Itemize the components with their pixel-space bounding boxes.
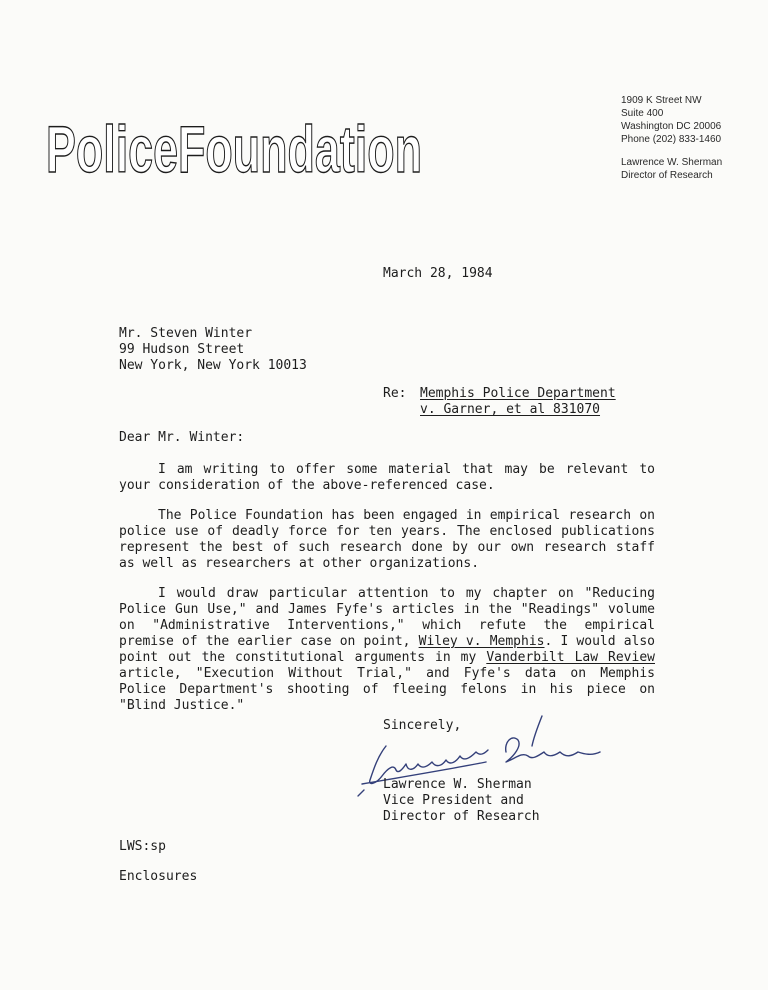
paragraph-3-text: . I would also point out the constitutional arguments in my (119, 634, 655, 665)
recipient-address (119, 326, 307, 374)
address-line: 1909 K Street NW (621, 95, 702, 106)
recipient-name: Mr. Steven Winter (119, 326, 253, 341)
paragraph-2: The Police Foundation has been engaged in empirical research on police use of deadly force for ten years. The enclosed publications represent the best of such research done by our own research staff as well as researchers at other organizations. (119, 508, 655, 571)
signer-title: Director of Research (383, 809, 540, 824)
paragraph-1: I am writing to offer some material that may be relevant to your consideration of the above-referenced case. (119, 462, 655, 493)
re-label: Re: (383, 386, 407, 401)
letter-date: March 28, 1984 (383, 266, 493, 281)
case-citation: Wiley v. Memphis (418, 634, 545, 649)
letter-body (119, 462, 655, 728)
letterhead-person-title: Director of Research (621, 170, 713, 181)
letterhead-address (621, 94, 722, 182)
re-subject (420, 386, 616, 418)
salutation: Dear Mr. Winter: (119, 430, 245, 445)
signer-title: Vice President and (383, 793, 524, 808)
letterhead-person-name: Lawrence W. Sherman (621, 157, 723, 168)
logo-text: PoliceFoundation (46, 112, 422, 186)
paragraph-3-text: article, "Execution Without Trial," and Fyfe's data on Memphis Police Department's shooting of fleeing felons in his piece on "Blind Justice." (119, 666, 655, 713)
journal-title: Vanderbilt Law Review (486, 650, 655, 665)
address-line: Washington DC 20006 (621, 121, 722, 132)
address-line: Phone (202) 833-1460 (621, 134, 722, 145)
signer-name: Lawrence W. Sherman (383, 777, 532, 792)
signature-block (383, 777, 540, 825)
police-foundation-logo (44, 112, 424, 186)
enclosures-note: Enclosures (119, 869, 198, 884)
paragraph-3 (119, 586, 655, 714)
paragraph-3-text: I would draw particular attention to my chapter on "Reducing Police Gun Use," and James Fyfe's articles in the "Readings" volume on "Administrative Interventions," which refute the empirical premise of the earlier case on point, (119, 586, 655, 649)
address-line: Suite 400 (621, 108, 664, 119)
re-line: v. Garner, et al 831070 (420, 402, 601, 417)
recipient-street: 99 Hudson Street (119, 342, 245, 357)
re-line: Memphis Police Department (420, 386, 616, 401)
recipient-city: New York, New York 10013 (119, 358, 307, 373)
typist-initials: LWS:sp (119, 839, 166, 854)
closing: Sincerely, (383, 718, 462, 733)
